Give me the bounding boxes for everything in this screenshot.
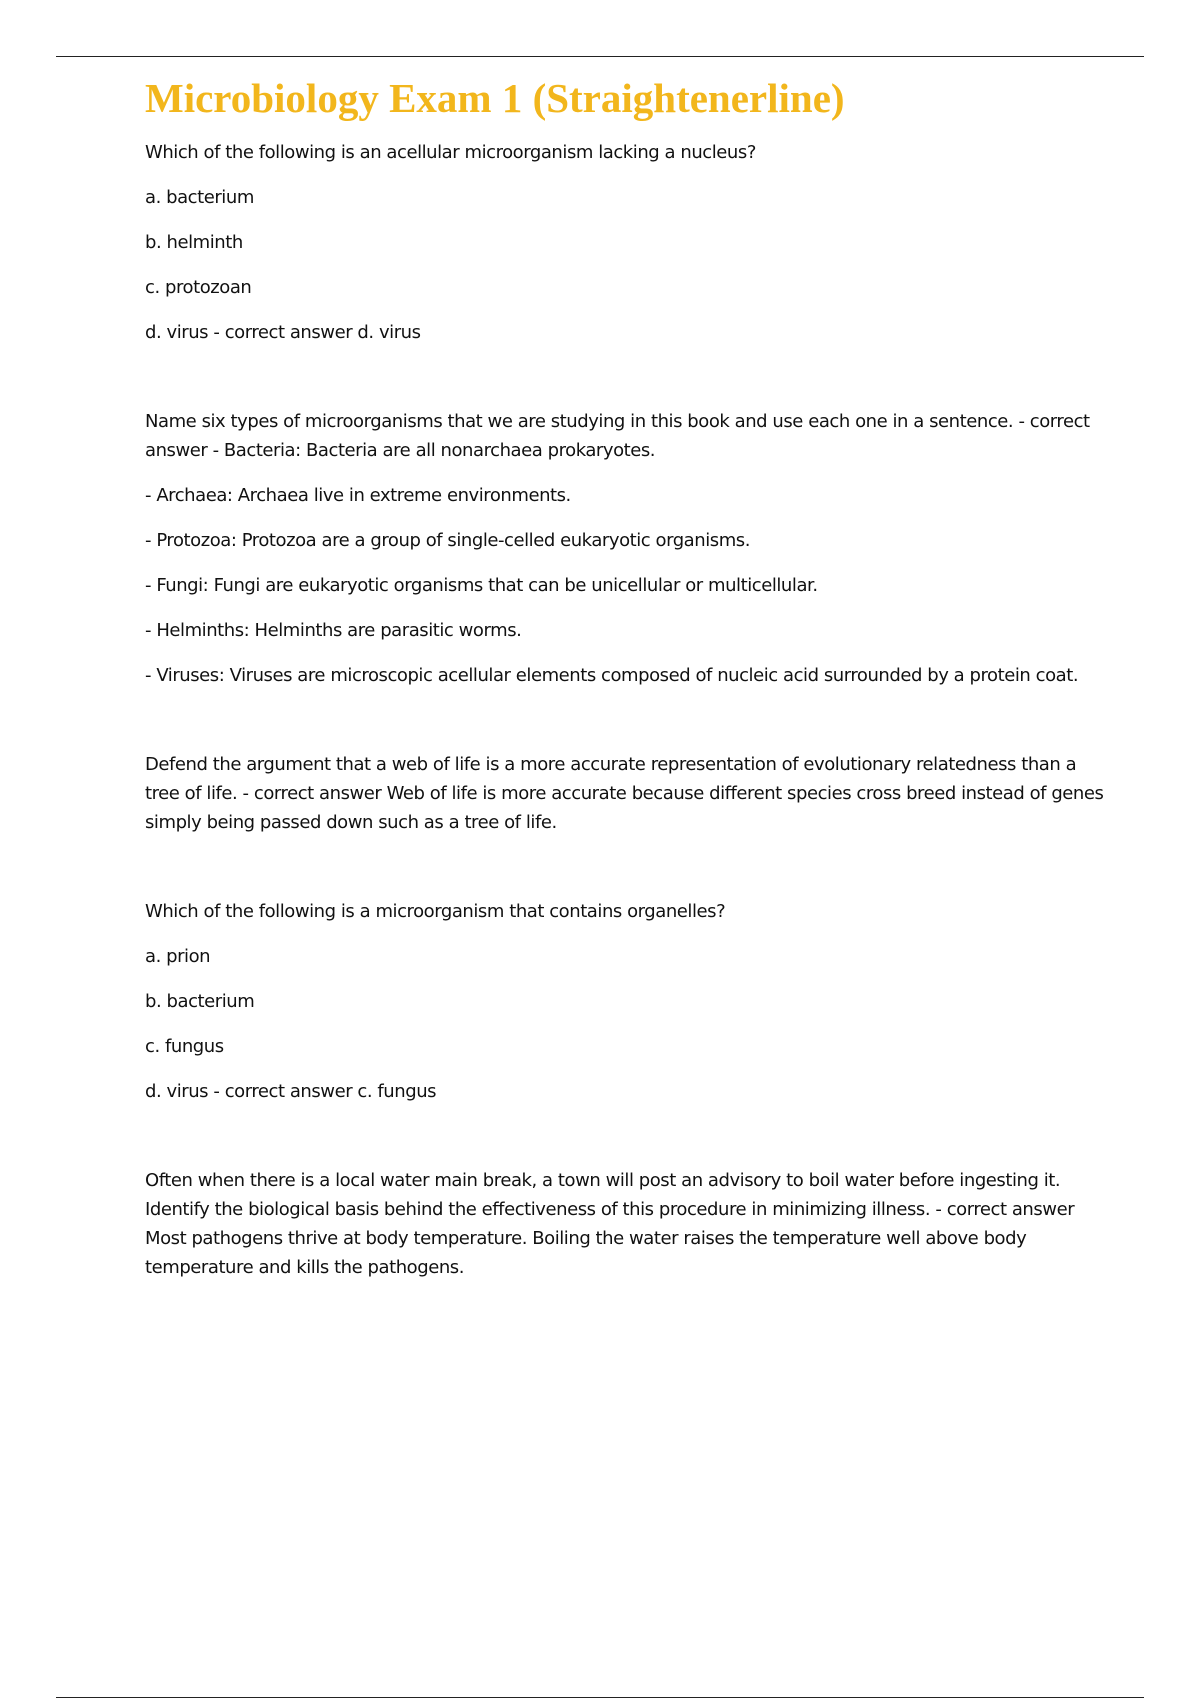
question-block-4 bbox=[145, 897, 1105, 1106]
question-2-text: Name six types of microorganisms that we are studying in this book and use each one in a sentence. - correct answer - Bacteria: Bacteria are all nonarchaea prokaryotes. bbox=[145, 411, 1090, 461]
question-1-option-c: c. protozoan bbox=[145, 277, 252, 298]
question-3-text: Defend the argument that a web of life is a more accurate representation of evolutionary relatedness than a tree of life. - correct answer Web of life is more accurate because different species cross breed instead of genes simply being passed down such as a tree of life. bbox=[145, 754, 1104, 833]
answer-2-protozoa: - Protozoa: Protozoa are a group of single-celled eukaryotic organisms. bbox=[145, 530, 750, 551]
question-block-3 bbox=[145, 750, 1105, 837]
question-4-option-a: a. prion bbox=[145, 946, 211, 967]
question-1-option-d-answer: d. virus - correct answer d. virus bbox=[145, 322, 421, 343]
answer-2-archaea: - Archaea: Archaea live in extreme environments. bbox=[145, 485, 571, 506]
question-block-5 bbox=[145, 1166, 1105, 1282]
document-title: Microbiology Exam 1 (Straightenerline) bbox=[145, 75, 845, 121]
question-4-option-b: b. bacterium bbox=[145, 991, 255, 1012]
question-1-text: Which of the following is an acellular microorganism lacking a nucleus? bbox=[145, 142, 756, 163]
top-rule bbox=[56, 56, 1144, 57]
question-5-text: Often when there is a local water main break, a town will post an advisory to boil water before ingesting it. Identify the biological basis behind the effectiveness of this procedure in minimizing illness. - correct answer Most pathogens thrive at body temperature. Boiling the water raises the temperature well above body temperature and kills the pathogens. bbox=[145, 1170, 1075, 1278]
block-spacer bbox=[145, 363, 1105, 407]
answer-2-fungi: - Fungi: Fungi are eukaryotic organisms that can be unicellular or multicellular. bbox=[145, 575, 818, 596]
question-block-1 bbox=[145, 138, 1105, 347]
question-4-option-d-answer: d. virus - correct answer c. fungus bbox=[145, 1081, 437, 1102]
block-spacer bbox=[145, 853, 1105, 897]
bottom-rule bbox=[56, 1697, 1144, 1698]
question-1-option-b: b. helminth bbox=[145, 232, 243, 253]
answer-2-viruses: - Viruses: Viruses are microscopic acellular elements composed of nucleic acid surrounded by a protein coat. bbox=[145, 665, 1079, 686]
question-block-2 bbox=[145, 407, 1105, 690]
block-spacer bbox=[145, 706, 1105, 750]
answer-2-helminths: - Helminths: Helminths are parasitic worms. bbox=[145, 620, 522, 641]
block-spacer bbox=[145, 1122, 1105, 1166]
question-4-option-c: c. fungus bbox=[145, 1036, 224, 1057]
question-1-option-a: a. bacterium bbox=[145, 187, 254, 208]
question-4-text: Which of the following is a microorganism that contains organelles? bbox=[145, 901, 726, 922]
document-body bbox=[145, 72, 1105, 1298]
